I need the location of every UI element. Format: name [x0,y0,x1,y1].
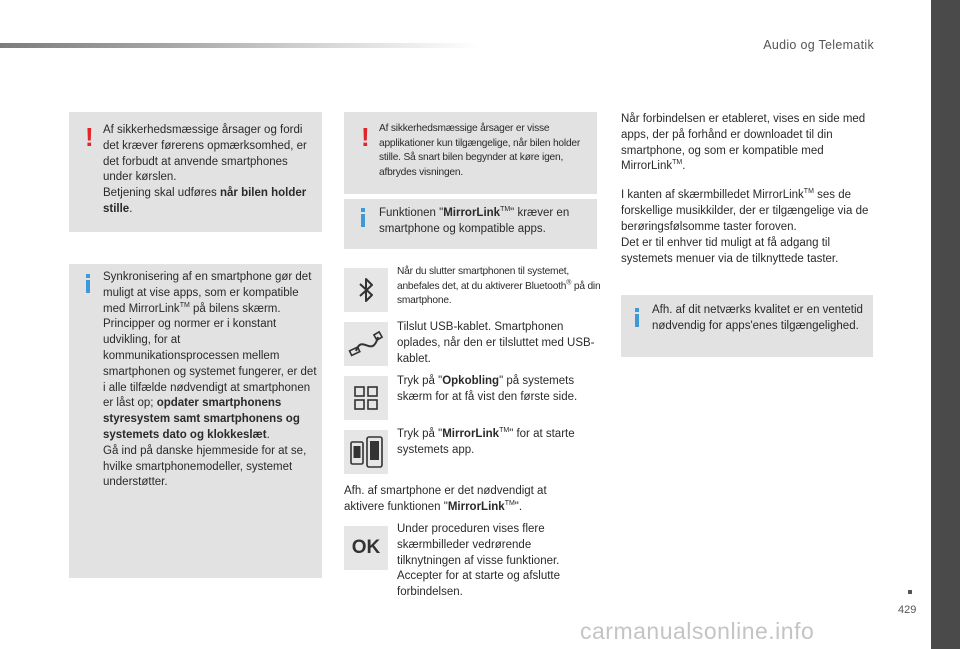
step-mirrorlink-text: Tryk på "MirrorLink™" for at starte systemets app. [397,427,575,456]
header-gradient-bar [0,43,480,48]
step-bluetooth-text: Når du slutter smartphonen til systemet, anbefales det, at du aktiverer Bluetooth® på din smartphone. [397,266,601,306]
info-icon [635,308,639,327]
side-strip [931,0,960,649]
page-number: 429 [898,604,917,616]
step-ok-text: Under proceduren vises flere skærmbilleder vedrørende tilknytningen af visse funktioner. Accepter for at starte og afslutte forbindelsen. [397,523,560,599]
usb-cable-icon [344,322,388,366]
info-network-text: Afh. af dit netværks kvalitet er en ventetid nødvendig for apps'enes tilgængelighed. [652,304,863,332]
info-box-mirrorlink [344,199,597,249]
info-icon [86,274,90,293]
ok-icon: OK [344,526,388,570]
mirrorlink-phone-icon [344,430,388,474]
music-sources-text: I kanten af skærmbilledet MirrorLink™ ses de forskellige musikkilder, der er tilgængelige via de berøringsfølsomme taster foroven. [621,188,869,233]
info-text-2: Principper og normer er i konstant udvikling, for at kommunikationsprocessen mellem smartphonen og systemet fungerer, er det i alle tilfælde nødvendigt at smartphonen er låst op; opdater smartphonens styresystem samt smartphonens og systemets dato og klokkeslæt. [103,318,317,441]
warning-icon: ! [85,122,94,152]
info-mirrorlink-text: Funktionen "MirrorLink™" kræver en smartphone og kompatible apps. [379,206,570,235]
warning-icon: ! [361,122,370,152]
warning-box-apps [344,112,597,194]
info-box-sync [69,264,322,578]
connection-established-text: Når forbindelsen er etableret, vises en side med apps, der på forhånd er downloadet til din smartphone, og som er kompatible med MirrorLink™. [621,113,866,173]
warning-text: Af sikkerhedsmæssige årsager og fordi det kræver førerens opmærksomhed, er det forbudt at anvende smartphones under kørslen. [103,124,307,184]
connect-grid-icon [344,376,388,420]
info-text-3: Gå ind på danske hjemmeside for at se, hvilke smartphonemodeller, systemet understøtter. [103,444,307,489]
info-text-1: Synkronisering af en smartphone gør det muligt at vise apps, som er kompatible med MirrorLink™ på bilens skærm. [103,271,312,315]
step-connect-text: Tryk på "Opkobling" på systemets skærm for at få vist den første side. [397,375,578,403]
warning-text-2: Betjening skal udføres når bilen holder stille. [103,187,307,215]
mirrorlink-activation-note: Afh. af smartphone er det nødvendigt at aktivere funktionen "MirrorLink™". [344,485,547,513]
menu-access-text: Det er til enhver tid muligt at få adgang til systemets menuer via de tilknyttede taster. [621,237,839,265]
bluetooth-icon [344,268,388,312]
step-usb-text: Tilslut USB-kablet. Smartphonen oplades, når den er tilsluttet med USB-kablet. [397,321,595,365]
warning-box-driving [69,112,322,232]
section-title: Audio og Telematik [763,38,874,52]
page-marker [908,590,912,594]
watermark: carmanualsonline.info [580,618,815,644]
warning-apps-text: Af sikkerhedsmæssige årsager er visse applikationer kun tilgængelige, når bilen holder stille. Så snart bilen begynder at køre igen, afbrydes visningen. [379,123,581,178]
info-icon [361,208,365,227]
info-box-network [621,295,873,357]
